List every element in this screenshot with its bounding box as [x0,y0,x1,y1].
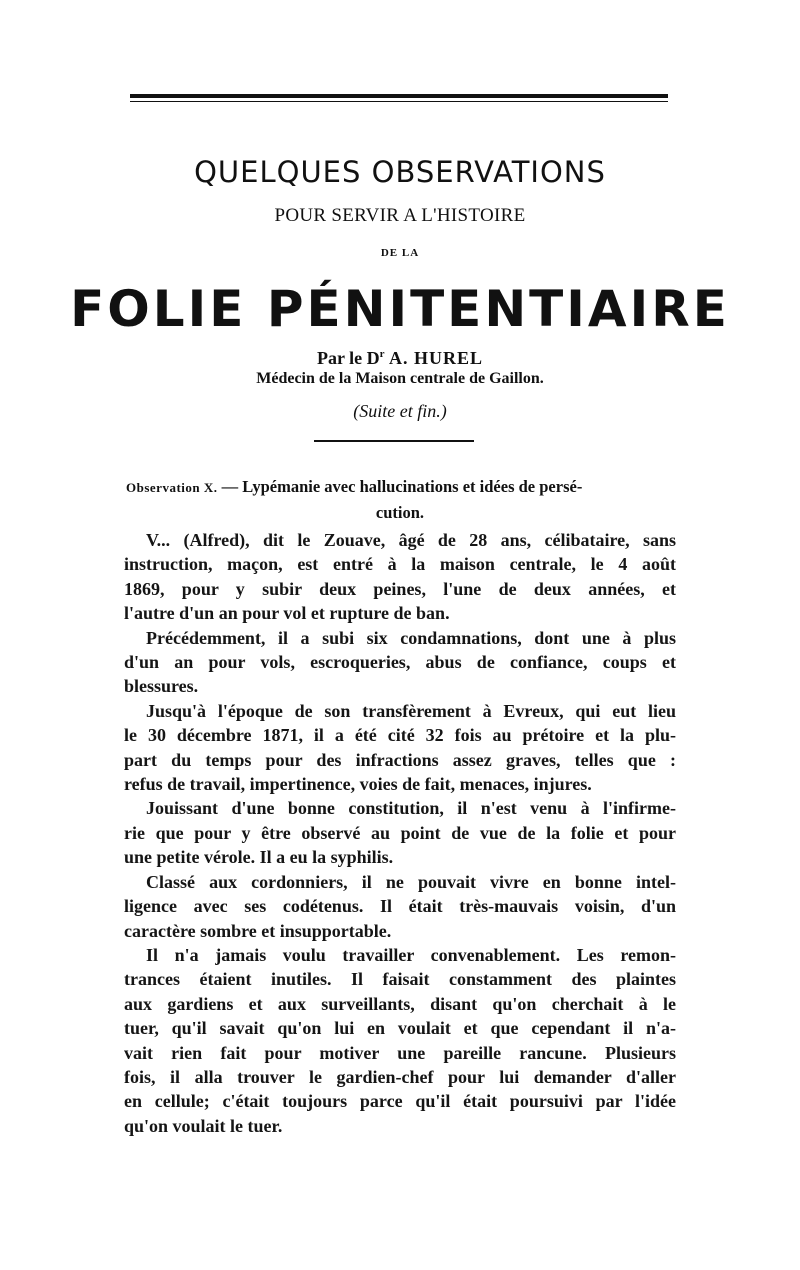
text-line: le 30 décembre 1871, il a été cité 32 fois au prétoire et la plu- [124,725,676,746]
title-line-3: DE LA [380,247,420,259]
text-line: Précédemment, il a subi six condamnations, dont une à plus [146,627,676,648]
text-line: ligence avec ses codétenus. Il était très-mauvais voisin, d'un [124,896,676,917]
paragraph [124,870,676,943]
text-line: Classé aux cordonniers, il ne pouvait vivre en bonne intel- [146,871,676,892]
author-prefix: Par le D [316,348,380,368]
text-line: d'un an pour vols, escroqueries, abus de confiance, coups et [124,652,676,673]
observation-label: Observation X. [126,480,218,495]
observation-heading [126,474,674,525]
text-line: Jusqu'à l'époque de son transfèrement à Evreux, qui eut lieu [146,700,676,721]
text-line: qu'on voulait le tuer. [124,1115,283,1136]
suite-text: (Suite et fin.) [353,401,447,421]
header-rule [130,94,668,102]
text-line: 1869, pour y subir deux peines, l'une de deux années, et [124,578,676,599]
text-line: Il n'a jamais voulu travailler convenablement. Les remon- [146,944,676,965]
author-name: A. HUREL [384,348,484,368]
text-line: blessures. [124,676,199,697]
text-line: en cellule; c'était toujours parce qu'il était poursuivi par l'idée [124,1091,676,1112]
text-line: refus de travail, impertinence, voies de fait, menaces, injures. [124,774,592,795]
text-line: rie que pour y être observé au point de vue de la folie et pour [124,822,676,843]
text-line: instruction, maçon, est entré à la maison centrale, le 4 août [124,554,676,575]
section-rule [314,440,474,442]
text-line: aux gardiens et aux surveillants, disant qu'on cherchait à le [124,993,676,1014]
text-line: une petite vérole. Il a eu la syphilis. [124,847,394,868]
main-title: FOLIE PÉNITENTIAIRE [70,280,730,338]
observation-dash: — [217,477,243,496]
observation-title: Lypémanie avec hallucinations et idées de persé- [242,477,583,496]
title-line-2: POUR SERVIR A L'HISTOIRE [274,205,526,226]
body-text [124,528,676,1138]
affiliation: Médecin de la Maison centrale de Gaillon. [256,370,544,387]
paragraph [124,626,676,699]
text-line: caractère sombre et insupportable. [124,920,392,941]
paragraph [124,528,676,626]
text-line: V... (Alfred), dit le Zouave, âgé de 28 ans, célibataire, sans [146,530,676,550]
text-line: trances étaient inutiles. Il faisait constamment des plaintes [124,969,676,990]
text-line: fois, il alla trouver le gardien-chef pour lui demander d'aller [124,1066,676,1087]
text-line: l'autre d'un an pour vol et rupture de ban. [124,603,450,624]
text-line: vait rien fait pour motiver une pareille rancune. Plusieurs [124,1042,676,1063]
paragraph [124,699,676,797]
paragraph [124,796,676,869]
author-line [0,342,800,370]
paragraph [124,943,676,1138]
text-line: part du temps pour des infractions assez graves, telles que : [124,749,676,770]
title-line-1: QUELQUES OBSERVATIONS [194,155,606,189]
author-sup: r [379,348,385,360]
text-line: tuer, qu'il savait qu'on lui en voulait et que cependant il n'a- [124,1018,676,1039]
text-line: Jouissant d'une bonne constitution, il n'est venu à l'infirme- [146,798,676,819]
suite-note [0,398,800,424]
observation-title-cont: cution. [375,503,425,522]
